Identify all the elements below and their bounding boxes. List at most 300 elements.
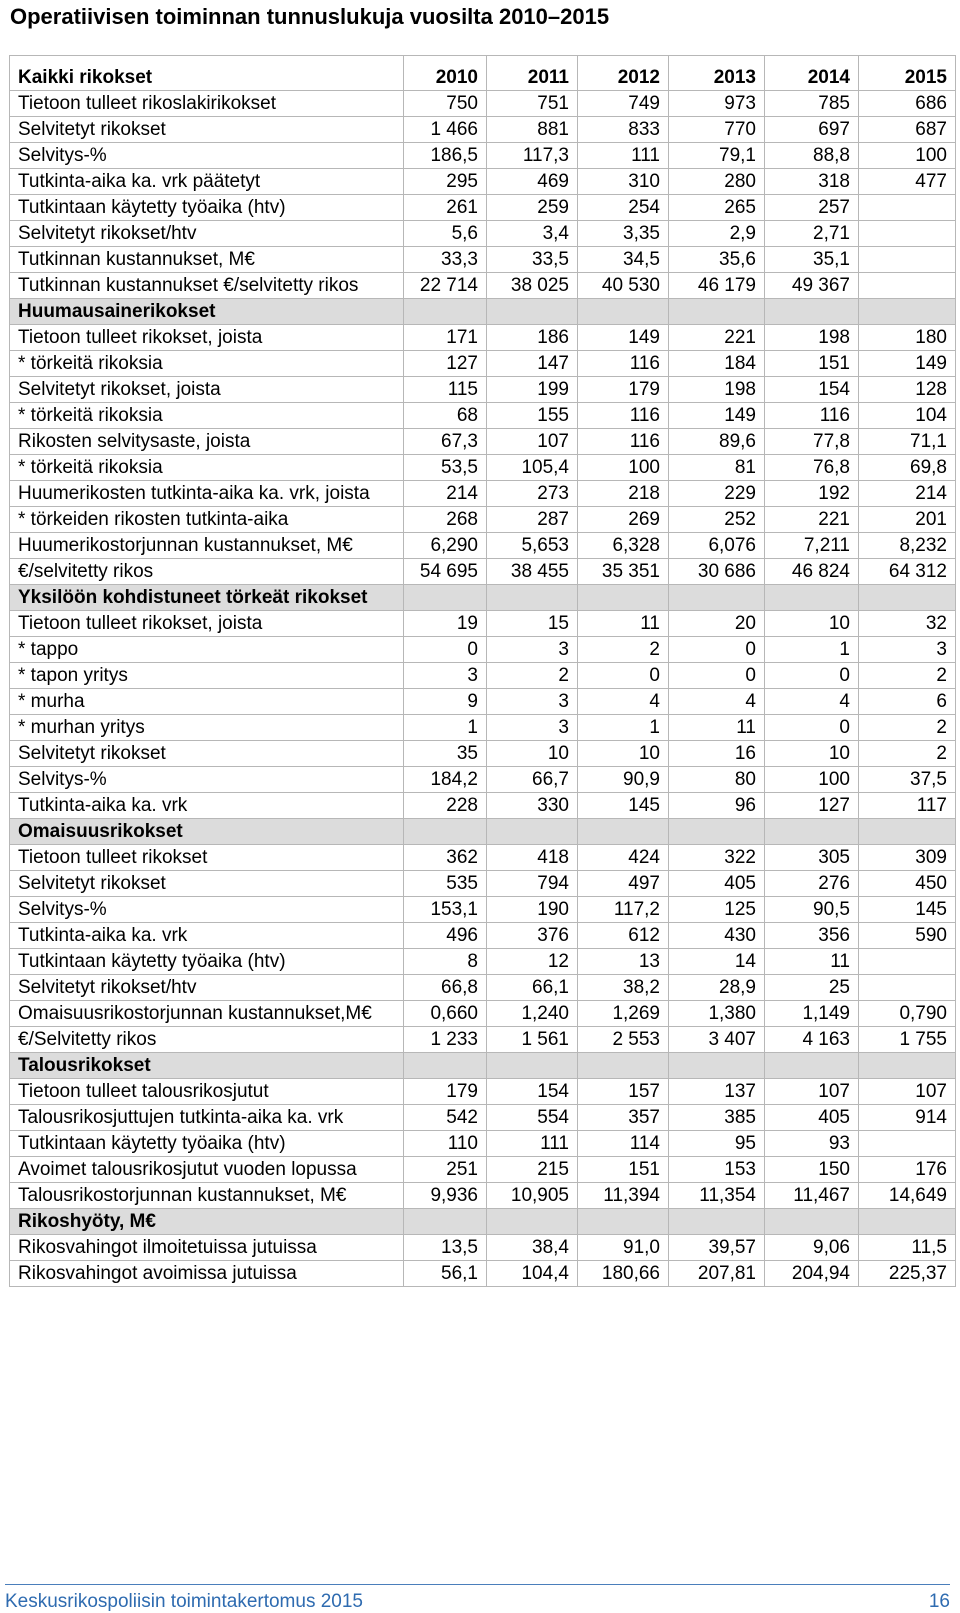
value-cell: 149 <box>859 351 956 377</box>
value-cell: 0 <box>765 715 859 741</box>
value-cell: 13,5 <box>404 1235 487 1261</box>
value-cell: 89,6 <box>669 429 765 455</box>
table-row <box>10 195 956 221</box>
section-header-row <box>10 56 956 91</box>
table-row <box>10 1261 956 1287</box>
value-cell: 68 <box>404 403 487 429</box>
value-cell: 11,467 <box>765 1183 859 1209</box>
row-label: * murhan yritys <box>10 715 404 741</box>
value-cell: 749 <box>578 91 669 117</box>
row-label: Selvitetyt rikokset/htv <box>10 221 404 247</box>
value-cell: 117 <box>859 793 956 819</box>
table-row <box>10 663 956 689</box>
empty-cell <box>765 299 859 325</box>
value-cell: 254 <box>578 195 669 221</box>
value-cell: 107 <box>765 1079 859 1105</box>
footer-title: Keskusrikospoliisin toimintakertomus 2015 <box>5 1591 363 1612</box>
value-cell: 14,649 <box>859 1183 956 1209</box>
value-cell: 151 <box>765 351 859 377</box>
row-label: €/Selvitetty rikos <box>10 1027 404 1053</box>
value-cell: 100 <box>765 767 859 793</box>
value-cell: 330 <box>487 793 578 819</box>
value-cell: 9,06 <box>765 1235 859 1261</box>
value-cell: 0 <box>669 663 765 689</box>
value-cell: 973 <box>669 91 765 117</box>
row-label: * murha <box>10 689 404 715</box>
value-cell: 686 <box>859 91 956 117</box>
value-cell: 785 <box>765 91 859 117</box>
table-row <box>10 975 956 1001</box>
value-cell: 150 <box>765 1157 859 1183</box>
value-cell: 310 <box>578 169 669 195</box>
value-cell: 38 025 <box>487 273 578 299</box>
value-cell: 54 695 <box>404 559 487 585</box>
row-label: €/selvitetty rikos <box>10 559 404 585</box>
row-label: Tutkintaan käytetty työaika (htv) <box>10 1131 404 1157</box>
value-cell: 28,9 <box>669 975 765 1001</box>
table-row <box>10 169 956 195</box>
value-cell: 77,8 <box>765 429 859 455</box>
value-cell: 93 <box>765 1131 859 1157</box>
value-cell: 192 <box>765 481 859 507</box>
value-cell: 6,328 <box>578 533 669 559</box>
empty-cell <box>404 1053 487 1079</box>
value-cell <box>859 221 956 247</box>
table-row <box>10 351 956 377</box>
value-cell: 269 <box>578 507 669 533</box>
empty-cell <box>404 299 487 325</box>
section-title: Yksilöön kohdistuneet törkeät rikokset <box>10 585 404 611</box>
row-label: * tappo <box>10 637 404 663</box>
row-label: * törkeiden rikosten tutkinta-aika <box>10 507 404 533</box>
empty-cell <box>487 299 578 325</box>
section-header-row <box>10 819 956 845</box>
value-cell: 184,2 <box>404 767 487 793</box>
row-label: * törkeitä rikoksia <box>10 455 404 481</box>
table-row <box>10 1157 956 1183</box>
table-row <box>10 741 956 767</box>
table-row <box>10 221 956 247</box>
value-cell: 430 <box>669 923 765 949</box>
row-label: Rikosvahingot avoimissa jutuissa <box>10 1261 404 1287</box>
value-cell: 252 <box>669 507 765 533</box>
value-cell: 10,905 <box>487 1183 578 1209</box>
value-cell: 4 163 <box>765 1027 859 1053</box>
table-row <box>10 1001 956 1027</box>
empty-cell <box>578 1053 669 1079</box>
value-cell: 497 <box>578 871 669 897</box>
row-label: Avoimet talousrikosjutut vuoden lopussa <box>10 1157 404 1183</box>
table-row <box>10 1183 956 1209</box>
empty-cell <box>669 819 765 845</box>
empty-cell <box>765 1209 859 1235</box>
value-cell: 15 <box>487 611 578 637</box>
empty-cell <box>859 1053 956 1079</box>
value-cell: 751 <box>487 91 578 117</box>
value-cell: 117,3 <box>487 143 578 169</box>
value-cell: 405 <box>669 871 765 897</box>
table-row <box>10 481 956 507</box>
table-row <box>10 117 956 143</box>
value-cell: 64 312 <box>859 559 956 585</box>
value-cell: 105,4 <box>487 455 578 481</box>
value-cell: 477 <box>859 169 956 195</box>
value-cell <box>859 195 956 221</box>
value-cell: 13 <box>578 949 669 975</box>
value-cell: 180,66 <box>578 1261 669 1287</box>
table-row <box>10 377 956 403</box>
value-cell: 10 <box>578 741 669 767</box>
empty-cell <box>669 1053 765 1079</box>
value-cell: 215 <box>487 1157 578 1183</box>
table-row <box>10 429 956 455</box>
value-cell: 107 <box>859 1079 956 1105</box>
value-cell: 33,3 <box>404 247 487 273</box>
value-cell: 145 <box>859 897 956 923</box>
value-cell: 35,6 <box>669 247 765 273</box>
section-header-row <box>10 1209 956 1235</box>
value-cell: 11 <box>765 949 859 975</box>
value-cell: 295 <box>404 169 487 195</box>
value-cell: 914 <box>859 1105 956 1131</box>
value-cell: 257 <box>765 195 859 221</box>
year-header: 2011 <box>487 56 578 91</box>
value-cell: 1 <box>404 715 487 741</box>
value-cell: 111 <box>487 1131 578 1157</box>
value-cell: 7,211 <box>765 533 859 559</box>
value-cell: 157 <box>578 1079 669 1105</box>
value-cell: 66,7 <box>487 767 578 793</box>
row-label: Tutkintaan käytetty työaika (htv) <box>10 195 404 221</box>
value-cell: 5,6 <box>404 221 487 247</box>
value-cell: 107 <box>487 429 578 455</box>
value-cell: 153 <box>669 1157 765 1183</box>
empty-cell <box>578 299 669 325</box>
table-row <box>10 793 956 819</box>
value-cell: 11,354 <box>669 1183 765 1209</box>
value-cell: 127 <box>404 351 487 377</box>
table-row <box>10 403 956 429</box>
value-cell: 76,8 <box>765 455 859 481</box>
row-label: Tutkinnan kustannukset, M€ <box>10 247 404 273</box>
value-cell: 405 <box>765 1105 859 1131</box>
empty-cell <box>859 585 956 611</box>
value-cell: 20 <box>669 611 765 637</box>
section-title: Talousrikokset <box>10 1053 404 1079</box>
value-cell: 90,5 <box>765 897 859 923</box>
value-cell: 11,5 <box>859 1235 956 1261</box>
value-cell: 95 <box>669 1131 765 1157</box>
table-row <box>10 611 956 637</box>
table-row <box>10 247 956 273</box>
table-row <box>10 1235 956 1261</box>
year-header: 2015 <box>859 56 956 91</box>
value-cell: 750 <box>404 91 487 117</box>
table-row <box>10 689 956 715</box>
value-cell: 12 <box>487 949 578 975</box>
value-cell: 149 <box>578 325 669 351</box>
value-cell: 201 <box>859 507 956 533</box>
value-cell: 214 <box>859 481 956 507</box>
value-cell: 1 755 <box>859 1027 956 1053</box>
empty-cell <box>765 585 859 611</box>
value-cell: 833 <box>578 117 669 143</box>
value-cell: 6,290 <box>404 533 487 559</box>
empty-cell <box>404 585 487 611</box>
value-cell: 9,936 <box>404 1183 487 1209</box>
value-cell: 32 <box>859 611 956 637</box>
value-cell: 357 <box>578 1105 669 1131</box>
empty-cell <box>487 819 578 845</box>
value-cell: 221 <box>765 507 859 533</box>
row-label: Tutkinta-aika ka. vrk <box>10 923 404 949</box>
value-cell: 110 <box>404 1131 487 1157</box>
value-cell <box>859 949 956 975</box>
value-cell: 49 367 <box>765 273 859 299</box>
value-cell: 10 <box>765 741 859 767</box>
value-cell: 39,57 <box>669 1235 765 1261</box>
row-label: Selvitys-% <box>10 143 404 169</box>
value-cell: 276 <box>765 871 859 897</box>
value-cell: 186,5 <box>404 143 487 169</box>
table-row <box>10 871 956 897</box>
row-label: Rikosten selvitysaste, joista <box>10 429 404 455</box>
value-cell: 19 <box>404 611 487 637</box>
value-cell: 128 <box>859 377 956 403</box>
row-label: Tietoon tulleet rikoslakirikokset <box>10 91 404 117</box>
value-cell: 259 <box>487 195 578 221</box>
value-cell: 66,1 <box>487 975 578 1001</box>
section-title: Rikoshyöty, M€ <box>10 1209 404 1235</box>
value-cell: 100 <box>859 143 956 169</box>
value-cell: 697 <box>765 117 859 143</box>
value-cell: 176 <box>859 1157 956 1183</box>
year-header: 2014 <box>765 56 859 91</box>
table-row <box>10 455 956 481</box>
table-row <box>10 91 956 117</box>
value-cell: 53,5 <box>404 455 487 481</box>
value-cell: 179 <box>578 377 669 403</box>
value-cell: 155 <box>487 403 578 429</box>
value-cell: 81 <box>669 455 765 481</box>
value-cell: 186 <box>487 325 578 351</box>
value-cell: 6 <box>859 689 956 715</box>
value-cell: 25 <box>765 975 859 1001</box>
empty-cell <box>859 1209 956 1235</box>
row-label: Huumerikostorjunnan kustannukset, M€ <box>10 533 404 559</box>
row-label: Tutkinta-aika ka. vrk päätetyt <box>10 169 404 195</box>
section-title: Huumausainerikokset <box>10 299 404 325</box>
value-cell <box>859 975 956 1001</box>
row-label: Rikosvahingot ilmoitetuissa jutuissa <box>10 1235 404 1261</box>
empty-cell <box>859 819 956 845</box>
value-cell: 309 <box>859 845 956 871</box>
table-row <box>10 767 956 793</box>
value-cell: 14 <box>669 949 765 975</box>
value-cell: 11 <box>669 715 765 741</box>
value-cell: 385 <box>669 1105 765 1131</box>
value-cell: 268 <box>404 507 487 533</box>
empty-cell <box>578 819 669 845</box>
value-cell: 1 <box>765 637 859 663</box>
value-cell: 35 351 <box>578 559 669 585</box>
row-label: * törkeitä rikoksia <box>10 403 404 429</box>
row-label: Talousrikostorjunnan kustannukset, M€ <box>10 1183 404 1209</box>
value-cell: 356 <box>765 923 859 949</box>
value-cell: 273 <box>487 481 578 507</box>
value-cell: 104 <box>859 403 956 429</box>
value-cell: 496 <box>404 923 487 949</box>
value-cell: 0 <box>669 637 765 663</box>
value-cell: 11,394 <box>578 1183 669 1209</box>
empty-cell <box>669 299 765 325</box>
value-cell: 67,3 <box>404 429 487 455</box>
empty-cell <box>578 1209 669 1235</box>
value-cell: 114 <box>578 1131 669 1157</box>
value-cell: 1 233 <box>404 1027 487 1053</box>
row-label: Selvitys-% <box>10 767 404 793</box>
value-cell <box>859 273 956 299</box>
value-cell <box>859 247 956 273</box>
value-cell: 111 <box>578 143 669 169</box>
row-label: Selvitetyt rikokset <box>10 117 404 143</box>
value-cell: 46 179 <box>669 273 765 299</box>
value-cell: 91,0 <box>578 1235 669 1261</box>
value-cell: 145 <box>578 793 669 819</box>
value-cell: 1,269 <box>578 1001 669 1027</box>
page-footer <box>5 1584 950 1611</box>
value-cell: 116 <box>578 403 669 429</box>
row-label: Tutkinnan kustannukset €/selvitetty rikos <box>10 273 404 299</box>
value-cell: 16 <box>669 741 765 767</box>
statistics-table <box>9 55 956 1287</box>
table-row <box>10 923 956 949</box>
row-label: Huumerikosten tutkinta-aika ka. vrk, joista <box>10 481 404 507</box>
value-cell: 100 <box>578 455 669 481</box>
year-header: 2013 <box>669 56 765 91</box>
value-cell: 535 <box>404 871 487 897</box>
section-title: Kaikki rikokset <box>10 56 404 91</box>
value-cell: 214 <box>404 481 487 507</box>
value-cell: 3,35 <box>578 221 669 247</box>
table-row <box>10 273 956 299</box>
value-cell: 376 <box>487 923 578 949</box>
value-cell: 38,2 <box>578 975 669 1001</box>
value-cell: 3 <box>487 637 578 663</box>
value-cell: 1 <box>578 715 669 741</box>
value-cell: 450 <box>859 871 956 897</box>
value-cell: 0,790 <box>859 1001 956 1027</box>
table-row <box>10 637 956 663</box>
value-cell: 794 <box>487 871 578 897</box>
value-cell: 424 <box>578 845 669 871</box>
section-header-row <box>10 585 956 611</box>
row-label: Selvitetyt rikokset <box>10 871 404 897</box>
value-cell: 322 <box>669 845 765 871</box>
value-cell: 0 <box>578 663 669 689</box>
statistics-table-body <box>10 56 956 1287</box>
value-cell: 151 <box>578 1157 669 1183</box>
row-label: Selvitetyt rikokset/htv <box>10 975 404 1001</box>
value-cell: 71,1 <box>859 429 956 455</box>
empty-cell <box>487 1053 578 1079</box>
value-cell: 22 714 <box>404 273 487 299</box>
table-row <box>10 1079 956 1105</box>
value-cell: 5,653 <box>487 533 578 559</box>
value-cell: 1,240 <box>487 1001 578 1027</box>
value-cell: 265 <box>669 195 765 221</box>
empty-cell <box>487 585 578 611</box>
empty-cell <box>765 1053 859 1079</box>
value-cell: 305 <box>765 845 859 871</box>
value-cell: 127 <box>765 793 859 819</box>
value-cell: 251 <box>404 1157 487 1183</box>
value-cell: 38,4 <box>487 1235 578 1261</box>
value-cell: 116 <box>578 351 669 377</box>
value-cell: 79,1 <box>669 143 765 169</box>
value-cell: 469 <box>487 169 578 195</box>
empty-cell <box>487 1209 578 1235</box>
value-cell: 153,1 <box>404 897 487 923</box>
row-label: Selvitetyt rikokset <box>10 741 404 767</box>
table-row <box>10 507 956 533</box>
value-cell: 125 <box>669 897 765 923</box>
empty-cell <box>669 1209 765 1235</box>
value-cell: 2 <box>859 741 956 767</box>
year-header: 2010 <box>404 56 487 91</box>
value-cell: 30 686 <box>669 559 765 585</box>
table-row <box>10 559 956 585</box>
value-cell: 35 <box>404 741 487 767</box>
value-cell: 221 <box>669 325 765 351</box>
row-label: Tutkintaan käytetty työaika (htv) <box>10 949 404 975</box>
value-cell: 116 <box>765 403 859 429</box>
value-cell: 66,8 <box>404 975 487 1001</box>
value-cell: 35,1 <box>765 247 859 273</box>
empty-cell <box>765 819 859 845</box>
table-row <box>10 715 956 741</box>
value-cell: 687 <box>859 117 956 143</box>
value-cell: 149 <box>669 403 765 429</box>
value-cell: 190 <box>487 897 578 923</box>
value-cell: 116 <box>578 429 669 455</box>
row-label: Tietoon tulleet rikokset, joista <box>10 611 404 637</box>
value-cell: 3 <box>859 637 956 663</box>
section-header-row <box>10 299 956 325</box>
table-row <box>10 325 956 351</box>
value-cell: 3 407 <box>669 1027 765 1053</box>
value-cell: 8,232 <box>859 533 956 559</box>
row-label: Tietoon tulleet talousrikosjutut <box>10 1079 404 1105</box>
value-cell: 184 <box>669 351 765 377</box>
value-cell: 33,5 <box>487 247 578 273</box>
value-cell: 362 <box>404 845 487 871</box>
table-row <box>10 1105 956 1131</box>
value-cell: 38 455 <box>487 559 578 585</box>
value-cell: 3 <box>487 689 578 715</box>
value-cell: 228 <box>404 793 487 819</box>
value-cell: 218 <box>578 481 669 507</box>
value-cell: 204,94 <box>765 1261 859 1287</box>
value-cell: 881 <box>487 117 578 143</box>
value-cell: 554 <box>487 1105 578 1131</box>
value-cell: 3,4 <box>487 221 578 247</box>
value-cell: 56,1 <box>404 1261 487 1287</box>
statistics-table-container <box>9 55 955 1287</box>
empty-cell <box>404 819 487 845</box>
value-cell: 4 <box>578 689 669 715</box>
row-label: Selvitys-% <box>10 897 404 923</box>
